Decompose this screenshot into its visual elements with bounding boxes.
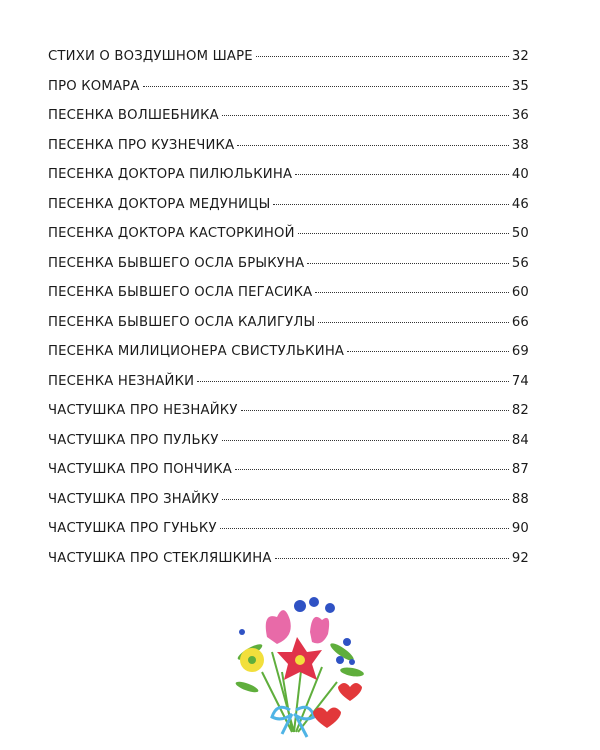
toc-entry-title: ЧАСТУШКА ПРО ПУЛЬКУ [48,432,219,448]
flower-bouquet-icon [222,592,382,742]
red-flower [277,637,322,680]
toc-entry-page: 88 [511,491,529,507]
dot-leader [307,263,508,264]
toc-entry[interactable] [48,49,529,79]
toc-entry-page: 84 [511,432,529,448]
dot-leader [222,440,509,441]
hearts [313,683,362,728]
toc-entry[interactable] [48,167,529,197]
toc-entry-title: ПЕСЕНКА БЫВШЕГО ОСЛА КАЛИГУЛЫ [48,314,316,330]
dot-leader [222,499,509,500]
dot-leader [237,145,508,146]
dot-leader [315,292,508,293]
toc-entry-title: ЧАСТУШКА ПРО СТЕКЛЯШКИНА [48,550,272,566]
toc-entry-title: СТИХИ О ВОЗДУШНОМ ШАРЕ [48,49,253,64]
toc-entry-page: 87 [511,462,529,477]
toc-entry[interactable] [48,256,529,286]
toc-entry-page: 32 [511,49,529,64]
toc-entry-title: ЧАСТУШКА ПРО ГУНЬКУ [48,521,217,536]
toc-entry[interactable] [48,403,529,433]
toc-entry[interactable] [48,226,529,256]
toc-entry-title: ПЕСЕНКА БЫВШЕГО ОСЛА ПЕГАСИКА [48,285,313,300]
toc-entry[interactable] [48,138,529,168]
toc-entry[interactable] [48,285,529,315]
toc-entry-page: 92 [511,550,529,566]
toc-entry-page: 40 [511,167,529,182]
toc-entry-page: 56 [511,255,529,271]
dot-leader [273,204,508,205]
toc-entry-title: ПРО КОМАРА [48,78,140,94]
toc-entry-title: ПЕСЕНКА ДОКТОРА МЕДУНИЦЫ [48,196,271,212]
toc-entry-title: ПЕСЕНКА ДОКТОРА КАСТОРКИНОЙ [48,226,295,241]
toc-entry[interactable] [48,344,529,374]
dot-leader [143,86,509,87]
dot-leader [275,558,509,559]
toc-entry[interactable] [48,197,529,227]
dot-leader [220,528,509,529]
toc-entry-title: ПЕСЕНКА БЫВШЕГО ОСЛА БРЫКУНА [48,255,305,271]
dot-leader [298,233,509,234]
dot-leader [222,115,509,116]
toc-entry-title: ЧАСТУШКА ПРО НЕЗНАЙКУ [48,403,238,418]
toc-entry-title: ПЕСЕНКА ПРО КУЗНЕЧИКА [48,137,235,153]
toc-entry-page: 74 [511,373,529,389]
toc-entry[interactable] [48,551,529,581]
dot-leader [241,410,509,411]
dot-leader [318,322,508,323]
toc-entry[interactable] [48,108,529,138]
dot-leader [256,56,509,57]
toc-entry[interactable] [48,315,529,345]
toc-entry-page: 50 [511,226,529,241]
toc-entry-title: ПЕСЕНКА ВОЛШЕБНИКА [48,108,219,123]
toc-entry[interactable] [48,492,529,522]
yellow-flower [240,648,264,672]
toc-entry-page: 69 [511,344,529,359]
toc-entry-title: ПЕСЕНКА ДОКТОРА ПИЛЮЛЬКИНА [48,167,293,182]
toc-entry-page: 46 [511,196,529,212]
dot-leader [347,351,509,352]
dot-leader [197,381,509,382]
toc-entry[interactable] [48,79,529,109]
toc-entry[interactable] [48,521,529,551]
toc-entry-page: 90 [511,521,529,536]
toc-entry-page: 36 [511,108,529,123]
toc-entry[interactable] [48,433,529,463]
toc-entry[interactable] [48,374,529,404]
table-of-contents [48,49,529,580]
toc-entry-page: 38 [511,137,529,153]
toc-entry-page: 35 [511,78,529,94]
toc-entry-page: 60 [511,285,529,300]
toc-entry-title: ПЕСЕНКА МИЛИЦИОНЕРА СВИСТУЛЬКИНА [48,344,345,359]
dot-leader [295,174,509,175]
toc-entry-title: ЧАСТУШКА ПРО ЗНАЙКУ [48,491,219,507]
dot-leader [235,469,509,470]
ribbon [272,707,314,737]
toc-entry-page: 82 [511,403,529,418]
toc-entry-page: 66 [511,314,529,330]
toc-entry[interactable] [48,462,529,492]
toc-entry-title: ЧАСТУШКА ПРО ПОНЧИКА [48,462,232,477]
toc-entry-title: ПЕСЕНКА НЕЗНАЙКИ [48,373,195,389]
